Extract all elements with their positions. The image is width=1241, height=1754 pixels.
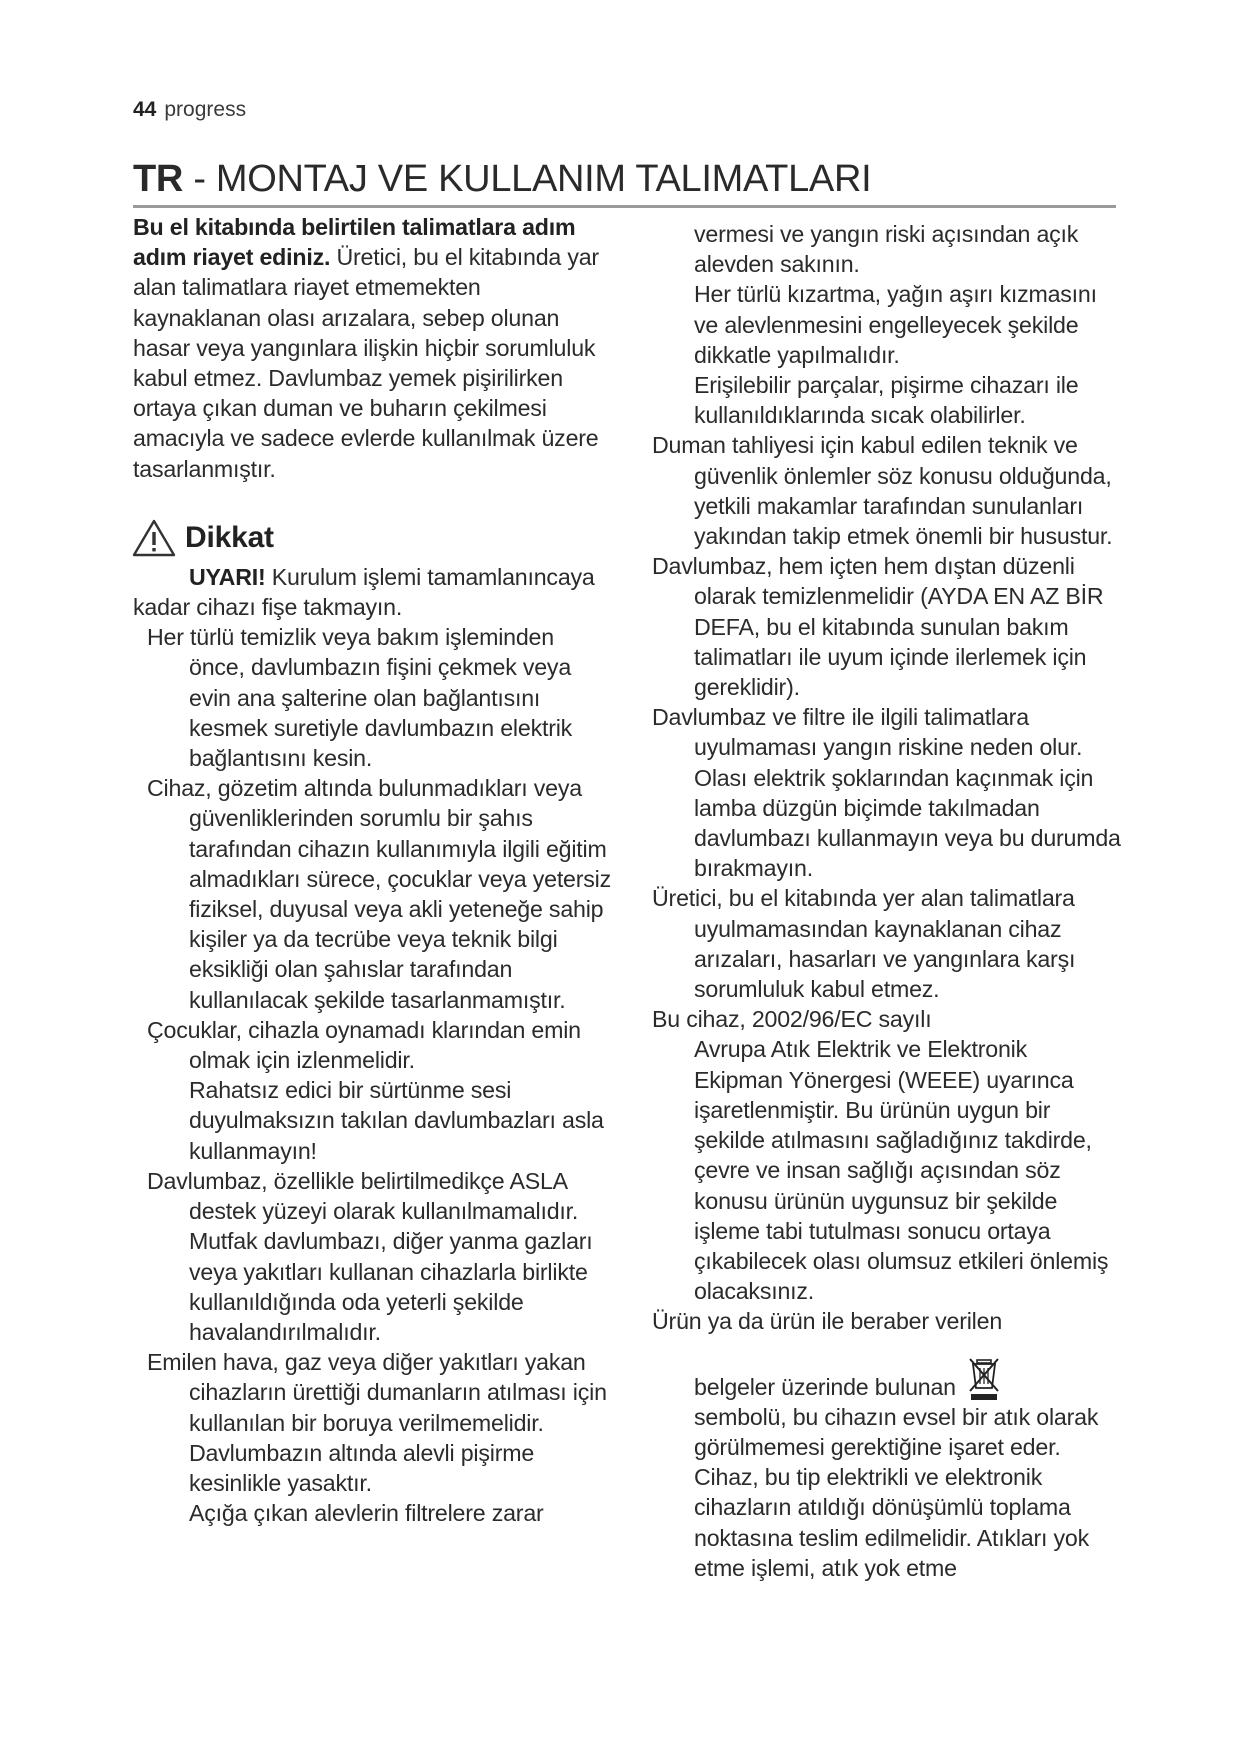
list-continuation: Avrupa Atık Elektrik ve Elektronik Ekipman Yönergesi (WEEE) uyarınca işaretlenmiştir. Bu ürünün uygun bir şekilde atılmasını sağladığınız takdirde, çevre ve insan sağlığı açısından söz konusu ürünün uygunsuz bir şekilde işleme tabi tutulması sonucu ortaya çıkabilecek olası olumsuz etkileri önlemiş olacaksınız.	[694, 1036, 1109, 1305]
list-continuation: Olası elektrik şoklarından kaçınmak için lamba düzgün biçimde takılmadan davlumbazı kullanmayın veya bu durumda bırakmayın.	[694, 764, 1121, 882]
list-item: Duman tahliyesi için kabul edilen teknik ve güvenlik önlemler söz konusu olduğunda, yetkili makamlar tarafından sunulanları yakından takip etmek önemli bir husustur.	[652, 432, 1113, 550]
uyari-label: UYARI!	[189, 563, 266, 590]
list-continuation: Her türlü kızartma, yağın aşırı kızmasını ve alevlenmesini engelleyecek şekilde dikkatle yapılmalıdır.	[694, 281, 1097, 368]
list-item: Davlumbaz, hem içten hem dıştan düzenli olarak temizlenmelidir (AYDA EN AZ BİR DEFA, bu el kitabında sunulan bakım talimatları ile uyum içinde ilerlemek için gereklidir).	[652, 553, 1104, 701]
intro-paragraph	[133, 212, 613, 484]
list-item: Emilen hava, gaz veya diğer yakıtları yakan cihazların ürettiği dumanların atılması için kullanılan bir boruya verilmemelidir.	[147, 1349, 607, 1436]
list-item: Her türlü temizlik veya bakım işleminden önce, davlumbazın fişini çekmek veya evin ana şalterine olan bağlantısını kesmek suretiyle davlumbazın elektrik bağlantısını kesin.	[147, 624, 573, 772]
crossed-bin-icon	[968, 1357, 1000, 1401]
list-item: Cihaz, gözetim altında bulunmadıkları veya güvenliklerinden sorumlu bir şahıs tarafından cihazın kullanımıyla ilgili eğitim almadıkları sürece, çocuklar veya yetersiz fiziksel, duyusal veya akli yeteneğe sahip kişiler ya da tecrübe veya teknik bilgi eksikliği olan şahıslar tarafından kullanılacak şekilde tasarlanmamıştır.	[147, 775, 612, 1013]
list-continuation: vermesi ve yangın riski açısından açık alevden sakının.	[694, 221, 1079, 278]
uyari-text: Kurulum işlemi tamamlanıncaya kadar cihazı fişe takmayın.	[133, 563, 595, 621]
dikkat-title: Dikkat	[185, 520, 274, 554]
warning-icon	[131, 518, 177, 558]
list-item: Üretici, bu el kitabında yer alan talimatlara uyulmamasından kaynaklanan cihaz arızaları, hasarları ve yangınlara karşı sorumluluk kabul etmez.	[652, 885, 1076, 1003]
weee-line	[652, 1357, 1122, 1402]
list-item: Davlumbaz ve filtre ile ilgili talimatlara uyulmaması yangın riskine neden olur.	[652, 704, 1083, 761]
list-continuation: sembolü, bu cihazın evsel bir atık olarak görülmemesi gerektiğine işaret eder. Cihaz, bu tip elektrikli ve elektronik cihazların atıldığı dönüşümlü toplama noktasına teslim edilmelidir. Atıkları yok etme işlemi, atık yok etme	[694, 1403, 1099, 1581]
page-header	[133, 98, 246, 122]
list-continuation: Erişilebilir parçalar, pişirme cihazarı ile kullanıldıklarında sıcak olabilirler.	[694, 372, 1079, 429]
weee-text: belgeler üzerinde bulunan	[694, 1373, 956, 1400]
right-column	[652, 219, 1122, 1583]
title-divider	[133, 205, 1116, 208]
list-continuation: Rahatsız edici bir sürtünme sesi duyulmaksızın takılan davlumbazları asla kullanmayın!	[189, 1077, 604, 1164]
uyari-paragraph	[133, 562, 613, 622]
left-column	[133, 212, 613, 1528]
list-continuation: Açığa çıkan alevlerin filtrelere zarar	[189, 1500, 544, 1527]
page-title	[133, 158, 871, 201]
list-item: Çocuklar, cihazla oynamadı klarından emin olmak için izlenmelidir.	[147, 1016, 581, 1074]
list-item: Davlumbaz, özellikle belirtilmedikçe ASLA destek yüzeyi olarak kullanılmamalıdır.	[147, 1167, 579, 1225]
list-item: Ürün ya da ürün ile beraber verilen	[652, 1308, 1003, 1335]
intro-text: Üretici, bu el kitabında yar alan talimatlara riayet etmemekten kaynaklanan olası arızalara, sebep olunan hasar veya yangınlara ilişkin hiçbir sorumluluk kabul etmez. Davlumbaz yemek pişirilirken ortaya çıkan duman ve buharın çekilmesi amacıyla ve sadece evlerde kullanılmak üzere tasarlanmıştır.	[133, 244, 599, 482]
title-text: - MONTAJ VE KULLANIM TALIMATLARI	[183, 158, 872, 200]
list-item: Bu cihaz, 2002/96/EC sayılı	[652, 1006, 932, 1033]
page-number: 44	[133, 98, 157, 121]
list-continuation: Davlumbazın altında alevli pişirme kesinlikle yasaktır.	[189, 1439, 535, 1496]
intro-bold-text: Bu el kitabında belirtilen talimatlara adım adım riayet ediniz.	[133, 214, 576, 271]
language-code: TR	[133, 158, 184, 200]
list-continuation: Mutfak davlumbazı, diğer yanma gazları veya yakıtları kullanan cihazlarla birlikte kullanıldığında oda yeterli şekilde havalandırılmalıdır.	[189, 1228, 593, 1345]
brand-name: progress	[164, 98, 247, 121]
dikkat-heading	[133, 514, 613, 562]
